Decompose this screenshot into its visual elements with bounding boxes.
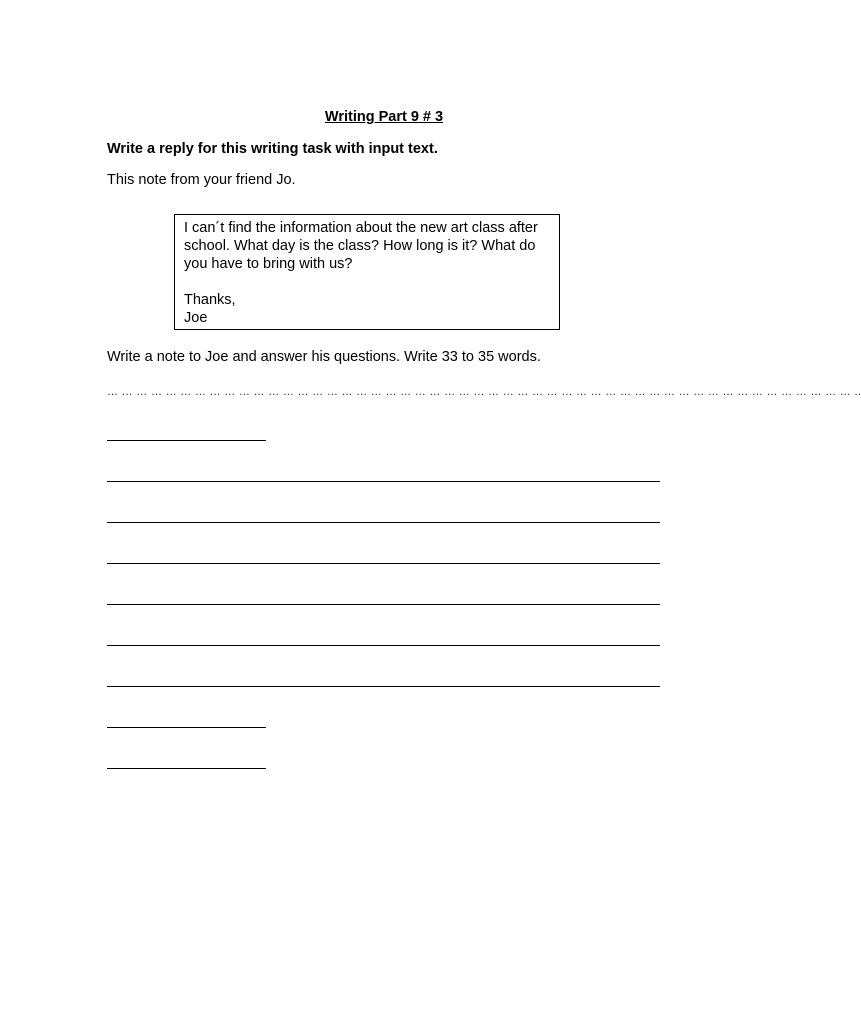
dotted-answer-line: … … … … … … … … … … … … … … … … … … … … … … … … … … … … … … … … … … … … … … … … … … … … … … … … … … … .. [107,386,861,398]
worksheet-title: Writing Part 9 # 3 [324,109,444,125]
note-signoff [184,291,551,327]
answer-line-short [107,440,266,441]
answer-line-short [107,727,266,728]
note-signature: Joe [184,310,208,326]
note-body: I can´t find the information about the new art class after school. What day is the class? How long is it? What do you have to bring with us? [184,220,538,272]
instruction-text: Write a reply for this writing task with input text. [107,141,438,157]
task-text: Write a note to Joe and answer his questions. Write 33 to 35 words. [107,349,541,365]
answer-line [107,522,660,523]
answer-line [107,686,660,687]
answer-line [107,604,660,605]
answer-line-short [107,768,266,769]
note-closing: Thanks, [184,292,236,308]
intro-text: This note from your friend Jo. [107,172,296,188]
answer-line [107,481,660,482]
answer-line [107,645,660,646]
friend-note-box [174,214,560,330]
answer-line [107,563,660,564]
